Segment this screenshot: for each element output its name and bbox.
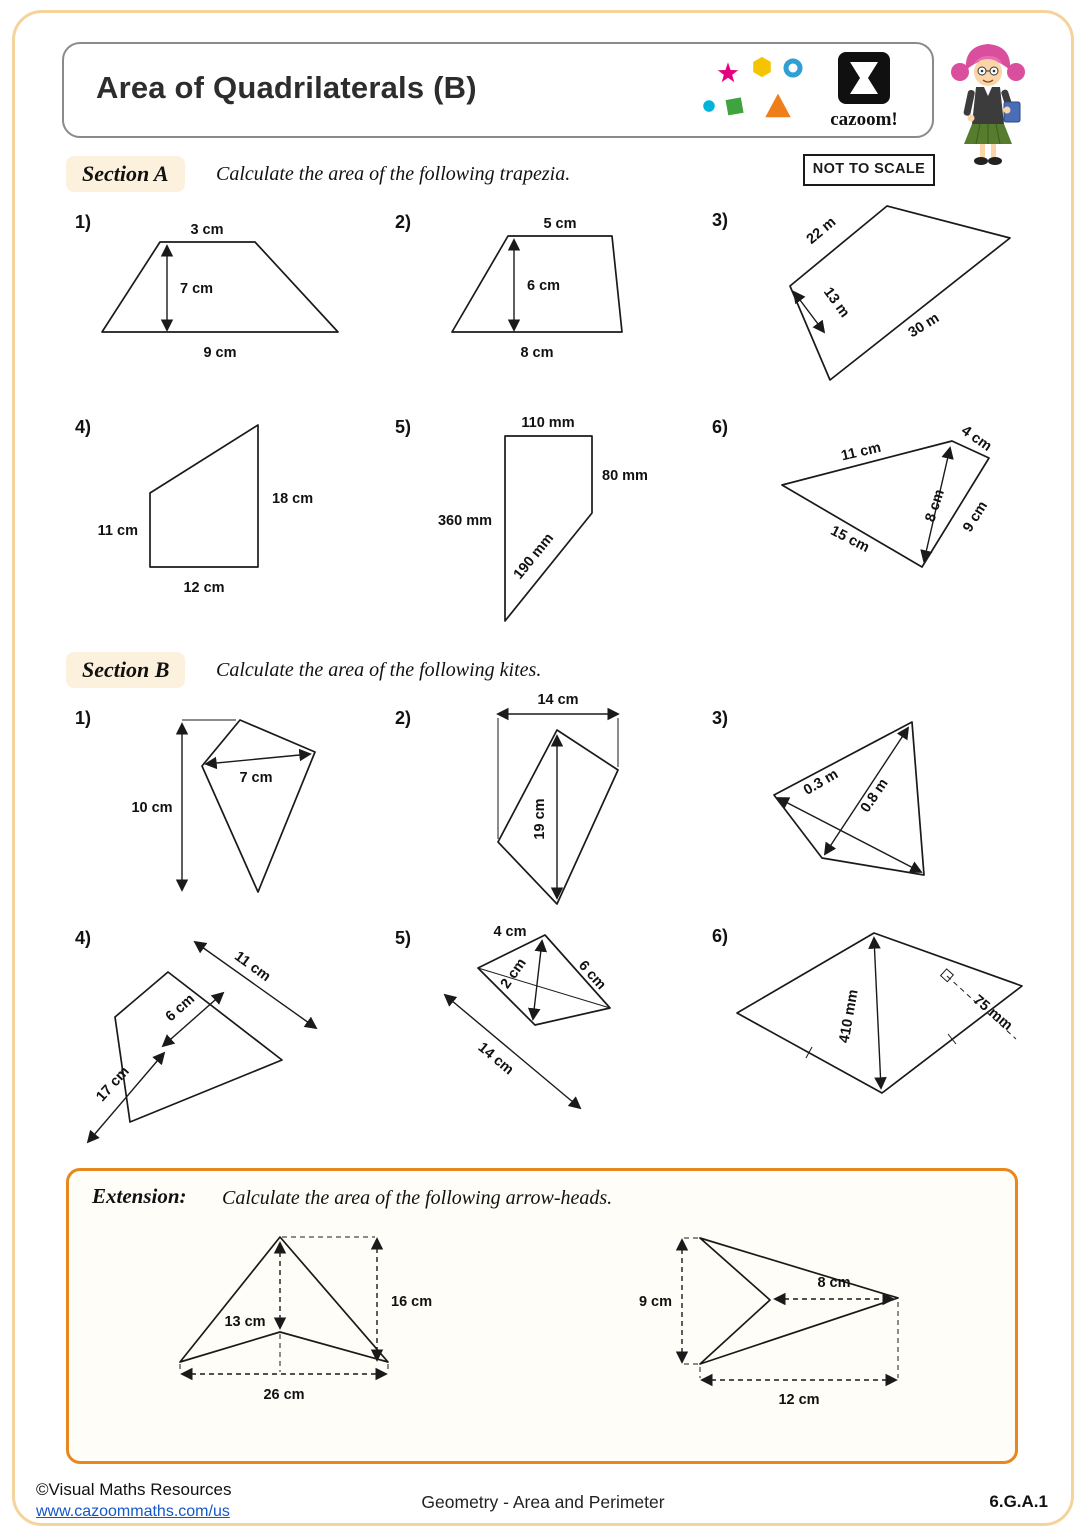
width-label: 7 cm (239, 770, 273, 786)
ring-icon (786, 61, 800, 75)
height-label: 19 cm (532, 798, 548, 840)
long-diagonal-label: 410 mm (836, 988, 862, 1045)
left-side-label: 11 cm (97, 523, 138, 539)
right-side-label: 9 cm (960, 498, 992, 536)
upper-label: 11 cm (231, 948, 274, 986)
top-length-label: 3 cm (190, 222, 224, 238)
right-angle-marker (941, 969, 954, 982)
square-icon (725, 97, 745, 117)
teacher-character-illustration (938, 32, 1038, 167)
inner-label: 6 cm (162, 991, 198, 1026)
long-diagonal-arrow (874, 938, 881, 1088)
trapezium-figure (702, 198, 1067, 403)
height-label: 7 cm (180, 281, 214, 297)
problem-b1 (70, 700, 380, 925)
width-label: 12 cm (778, 1392, 820, 1408)
shapes-logo (698, 50, 813, 130)
problem-a1 (70, 204, 380, 384)
arrow-head-figure (630, 1222, 965, 1422)
offset-label: 75 mm (969, 992, 1016, 1034)
problem-a2 (390, 204, 690, 384)
problem-number: 3) (712, 708, 729, 728)
problem-number: 6) (712, 417, 729, 437)
page-title: Area of Quadrilaterals (B) (96, 70, 477, 105)
dot-icon (703, 100, 716, 113)
inner-long-label: 6 cm (574, 957, 609, 993)
inner-width-label: 8 cm (817, 1275, 851, 1291)
section-a-instruction: Calculate the area of the following trapezia. (216, 163, 571, 185)
height-label: 6 cm (527, 278, 561, 294)
problem-number: 5) (395, 928, 412, 948)
footer-copyright: ©Visual Maths Resources (36, 1480, 232, 1499)
width-arrow (206, 754, 310, 764)
star-icon (716, 60, 741, 84)
section-b-instruction: Calculate the area of the following kites. (216, 659, 542, 681)
width-label: 14 cm (537, 692, 579, 708)
problem-number: 4) (75, 928, 92, 948)
problem-a5 (390, 410, 690, 650)
inner-height-label: 13 cm (224, 1314, 266, 1330)
height-label: 16 cm (391, 1294, 433, 1310)
extension-problem-2 (630, 1222, 965, 1427)
arrow-head-outline (700, 1238, 898, 1364)
top-length-label: 5 cm (543, 216, 577, 232)
problem-number: 1) (75, 212, 92, 232)
problem-number: 5) (395, 417, 412, 437)
problem-b4 (70, 920, 390, 1153)
trapezium-outline (150, 425, 258, 567)
problem-number: 4) (75, 417, 92, 437)
side-length-label: 22 m (803, 214, 840, 248)
bottom-left-label: 15 cm (827, 522, 872, 556)
section-a-label: Section A (66, 156, 185, 192)
inner-short-label: 2 cm (497, 955, 530, 992)
kite-figure (702, 700, 1067, 920)
edge-label: 4 cm (493, 924, 527, 940)
short-diagonal-label: 0.3 m (800, 766, 842, 799)
diagonal-label: 14 cm (474, 1039, 517, 1079)
trapezium-figure (390, 410, 690, 645)
top-length-label: 11 cm (839, 439, 883, 465)
kite-figure (70, 920, 390, 1148)
problem-b5 (390, 920, 715, 1153)
upper-arrow (195, 942, 316, 1028)
footer-subject: Geometry - Area and Perimeter (421, 1492, 665, 1512)
inner-short-arrow (533, 941, 542, 1019)
kite-outline (115, 972, 282, 1122)
top-right-label: 4 cm (958, 422, 995, 455)
base-length-label: 9 cm (203, 345, 237, 361)
trapezium-outline (102, 242, 338, 332)
kite-figure (390, 920, 715, 1148)
trapezium-figure (702, 415, 1067, 615)
not-to-scale-badge: NOT TO SCALE (803, 154, 935, 186)
problem-number: 2) (395, 708, 412, 728)
base-length-label: 30 m (905, 310, 943, 342)
footer-code: 6.G.A.1 (989, 1492, 1048, 1511)
right-side-label: 80 mm (602, 468, 648, 484)
kite-figure (702, 918, 1067, 1146)
long-diagonal-label: 0.8 m (857, 775, 892, 816)
hexagon-icon (753, 56, 772, 78)
diagonal-arrow (445, 995, 580, 1108)
cazoom-logo (822, 48, 906, 132)
kite-outline (774, 722, 924, 875)
lower-label: 17 cm (93, 1063, 133, 1105)
base-length-label: 12 cm (183, 580, 225, 596)
brand-name: cazoom! (830, 109, 898, 130)
problem-b3 (702, 700, 1067, 925)
problem-b6 (702, 918, 1067, 1151)
height-label: 9 cm (638, 1294, 672, 1310)
trapezium-figure (390, 204, 690, 379)
kite-outline (202, 720, 315, 892)
right-side-label: 18 cm (272, 491, 314, 507)
problem-b2 (390, 692, 700, 925)
footer-link[interactable]: www.cazoommaths.com/us (36, 1503, 230, 1520)
problem-a3 (702, 198, 1067, 408)
kite-figure (390, 692, 700, 920)
problem-a6 (702, 415, 1067, 620)
problem-number: 6) (712, 926, 729, 946)
trapezium-figure (70, 415, 380, 615)
extension-problem-1 (155, 1222, 465, 1427)
extension-label: Extension: (92, 1184, 187, 1208)
width-label: 26 cm (263, 1387, 305, 1403)
base-length-label: 8 cm (520, 345, 554, 361)
height-label: 10 cm (131, 800, 173, 816)
triangle-icon (764, 92, 792, 118)
problem-a4 (70, 415, 380, 620)
problem-number: 2) (395, 212, 412, 232)
slant-length-label: 190 mm (510, 530, 558, 583)
extension-instruction: Calculate the area of the following arrow-heads. (222, 1187, 613, 1209)
top-length-label: 110 mm (521, 415, 575, 431)
diagonal-label: 8 cm (922, 487, 948, 524)
trapezium-outline (782, 441, 992, 567)
section-b-label: Section B (66, 652, 185, 688)
long-diagonal-arrow (778, 798, 921, 872)
problem-number: 1) (75, 708, 92, 728)
kite-figure (70, 700, 380, 920)
left-side-label: 360 mm (437, 513, 492, 529)
arrow-head-figure (155, 1222, 465, 1422)
problem-number: 3) (712, 210, 729, 230)
trapezium-figure (70, 204, 380, 379)
arrow-head-outline (180, 1237, 388, 1362)
height-label: 13 m (820, 284, 853, 321)
kite-outline (498, 730, 618, 904)
trapezium-outline (505, 436, 592, 621)
height-arrow (794, 292, 824, 332)
